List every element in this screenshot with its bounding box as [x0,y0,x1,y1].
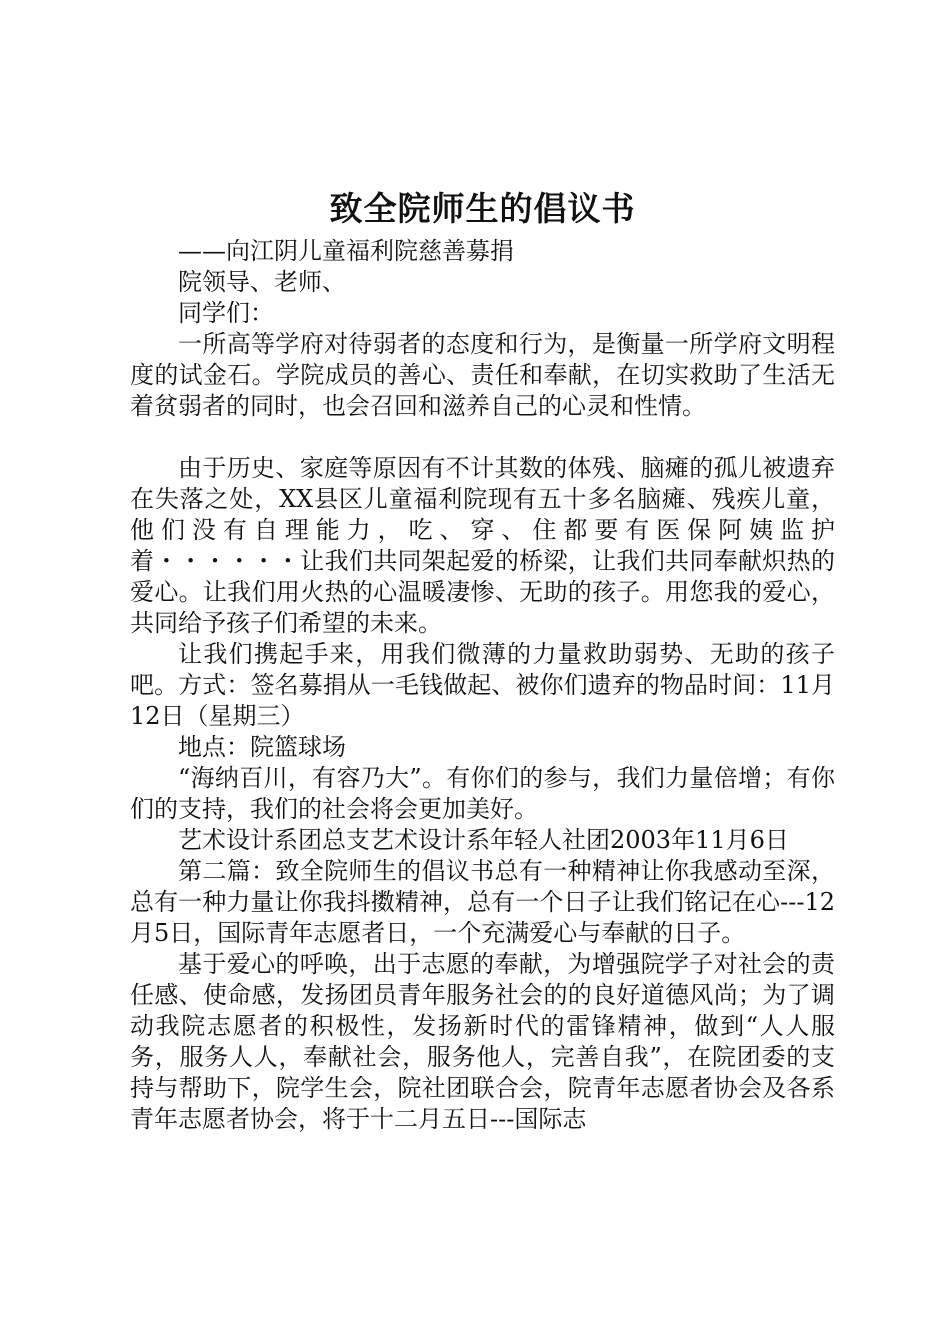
paragraph-gap [130,422,835,453]
body-paragraph-quote: “海纳百川，有容乃大”。有你们的参与，我们力量倍增；有你们的支持，我们的社会将会更加美好。 [130,764,835,823]
subtitle-line: ——向江阴儿童福利院慈善募捐 [178,237,514,265]
body-paragraph-second-article: 第二篇：致全院师生的倡议书总有一种精神让你我感动至深，总有一种力量让你我抖擞精神，总有一个日子让我们铭记在心---12月5日，国际青年志愿者日，一个充满爱心与奉献的日子。 [130,857,835,947]
document-title: 致全院师生的倡议书 [329,189,636,228]
body-paragraph-volunteer: 基于爱心的呼唤，出于志愿的奉献，为增强院学子对社会的责任感、使命感，发扬团员青年服务社会的的良好道德风尚；为了调动我院志愿者的积极性，发扬新时代的雷锋精神，做到“人人服务，服务人人，奉献社会，服务他人，完善自我”，在院团委的支持与帮助下，院学生会，院社团联合会，院青年志愿者协会及各系青年志愿者协会，将于十二月五日---国际志 [130,950,835,1133]
body-paragraph-location: 地点：院篮球场 [178,733,346,761]
document-page [130,186,835,1135]
salutation-line-2: 同学们： [178,299,274,327]
body-paragraph-intro: 一所高等学府对待弱者的态度和行为，是衡量一所学府文明程度的试金石。学院成员的善心、责任和奉献，在切实救助了生活无着贫弱者的同时，也会召回和滋养自己的心灵和性情。 [130,330,835,420]
signature-line: 艺术设计系团总支艺术设计系年轻人社团2003年11月6日 [178,826,789,854]
body-paragraph-method: 让我们携起手来，用我们微薄的力量救助弱势、无助的孩子吧。方式：签名募捐从一毛钱做起、被你们遗弃的物品时间：11月12日（星期三） [130,640,835,730]
body-paragraph-background: 由于历史、家庭等原因有不计其数的体残、脑瘫的孤儿被遗弃在失落之处，XX县区儿童福利院现有五十多名脑瘫、残疾儿童，他们没有自理能力，吃、穿、住都要有医保阿姨监护着・・・・・・让我们共同架起爱的桥梁，让我们共同奉献炽热的爱心。让我们用火热的心温暖凄惨、无助的孩子。用您我的爱心，共同给予孩子们希望的未来。 [130,454,835,637]
salutation-line-1: 院领导、老师、 [178,268,346,296]
